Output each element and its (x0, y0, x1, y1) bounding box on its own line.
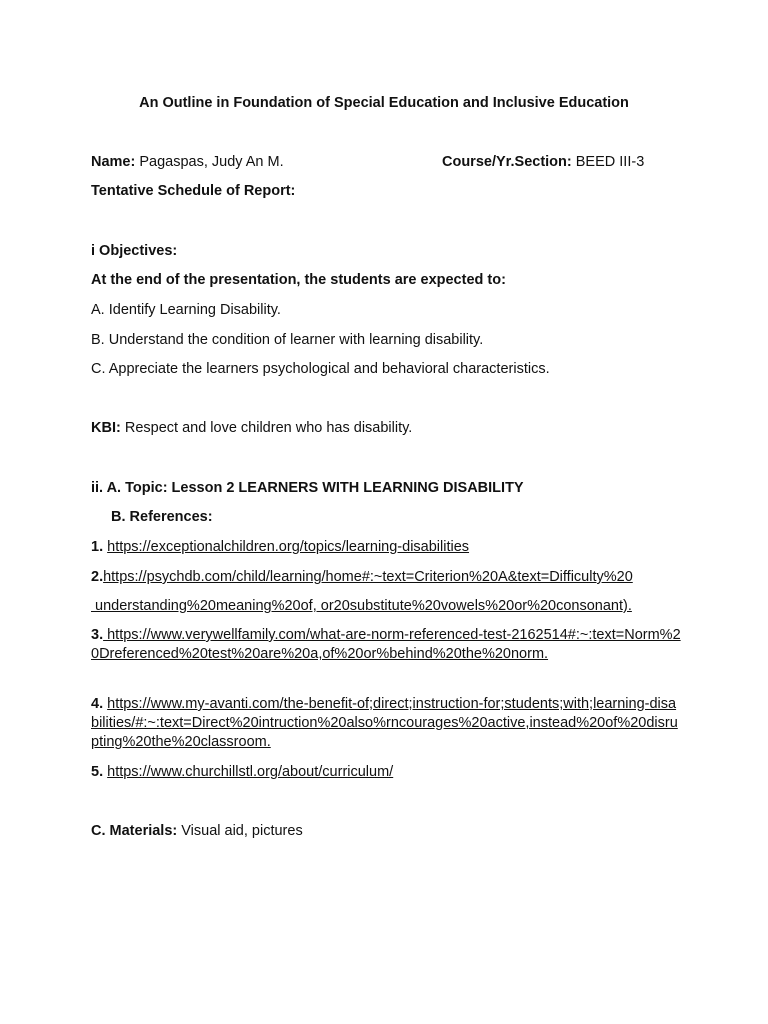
reference-item (91, 695, 681, 752)
objective-item: C. Appreciate the learners psychological and behavioral characteristics. (91, 361, 550, 377)
objective-item: A. Identify Learning Disability. (91, 302, 281, 318)
reference-link[interactable]: https://www.verywellfamily.com/what-are-norm-referenced-test-2162514#:~:text=Norm%20Dreferenced%20test%20are%20a,of%20or%behind%20the%20norm. (91, 627, 681, 662)
course-label: Course/Yr.Section: (442, 154, 572, 170)
reference-item (91, 538, 469, 556)
reference-number: 1. (91, 539, 104, 555)
reference-link[interactable]: https://exceptionalchildren.org/topics/learning-disabilities (107, 539, 470, 555)
reference-item (91, 568, 633, 586)
reference-number: 2. (91, 569, 104, 585)
materials-label: C. Materials: (91, 823, 178, 839)
reference-link[interactable]: https://www.my-avanti.com/the-benefit-of;direct;instruction-for;students;with;learning-disabilities/#:~:text=Direct%20intruction%20also%rncourages%20active,instead%20of%20disrupting%20the%20classroom. (91, 696, 678, 750)
schedule-label: Tentative Schedule of Report: (91, 183, 296, 199)
reference-number: 3. (91, 627, 104, 643)
objectives-intro: At the end of the presentation, the students are expected to: (91, 272, 506, 288)
reference-number: 5. (91, 764, 104, 780)
kbi-line (91, 419, 412, 437)
objective-item: B. Understand the condition of learner with learning disability. (91, 332, 484, 348)
reference-number: 4. (91, 696, 104, 712)
course-line (442, 153, 644, 171)
name-label: Name: (91, 154, 136, 170)
reference-link-continuation (91, 597, 632, 615)
name-line (91, 153, 284, 171)
reference-link[interactable]: https://www.churchillstl.org/about/curriculum/ (107, 764, 394, 780)
reference-item (91, 626, 681, 664)
document-title: An Outline in Foundation of Special Education and Inclusive Education (139, 95, 629, 111)
kbi-label: KBI: (91, 420, 121, 436)
topic-line: ii. A. Topic: Lesson 2 LEARNERS WITH LEARNING DISABILITY (91, 480, 524, 496)
name-value: Pagaspas, Judy An M. (139, 154, 284, 170)
references-heading: B. References: (111, 509, 213, 525)
kbi-value: Respect and love children who has disability. (124, 420, 413, 436)
reference-item (91, 763, 393, 781)
course-value: BEED III-3 (575, 154, 645, 170)
reference-link[interactable]: https://psychdb.com/child/learning/home#:~text=Criterion%20A&text=Difficulty%20 (103, 569, 633, 585)
objectives-heading: i Objectives: (91, 243, 178, 259)
materials-line (91, 822, 303, 840)
materials-value: Visual aid, pictures (181, 823, 303, 839)
reference-link[interactable]: understanding%20meaning%20of, or20substitute%20vowels%20or%20consonant). (91, 598, 632, 614)
